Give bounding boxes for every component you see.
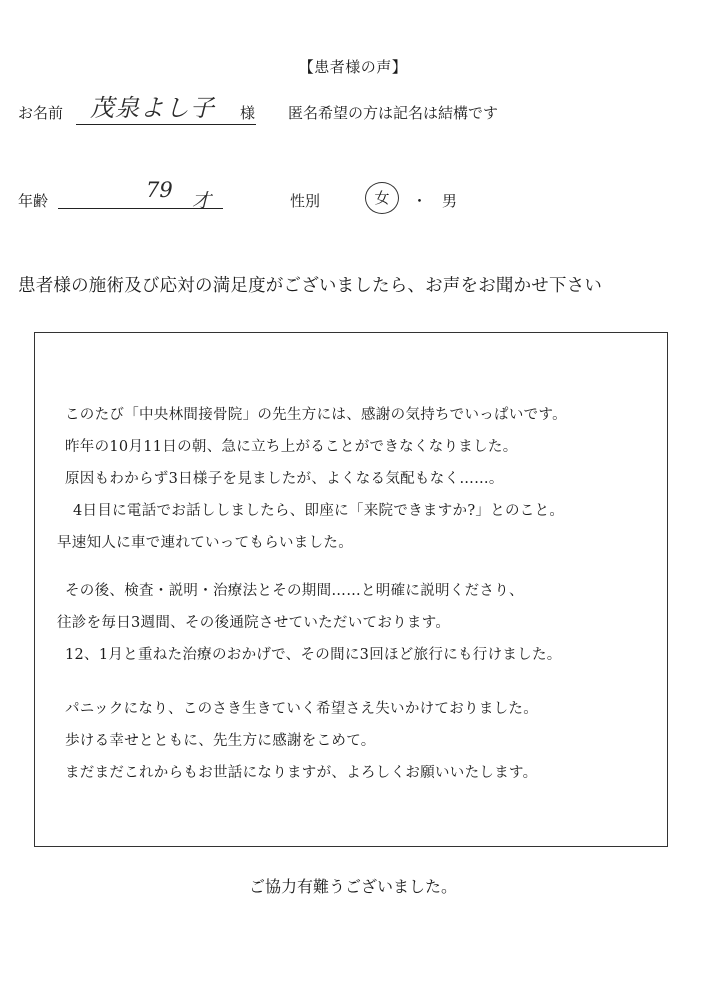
gender-option-male: 男 — [442, 192, 458, 210]
response-line-1: このたび「中央林間接骨院」の先生方には、感謝の気持ちでいっぱいです。 — [65, 407, 567, 423]
age-value: 79 — [146, 178, 173, 202]
response-line-2: 昨年の10月11日の朝、急に立ち上がることができなくなりました。 — [65, 439, 518, 455]
name-label: お名前 — [18, 104, 64, 122]
anonymous-note: 匿名希望の方は記名は結構です — [288, 104, 499, 122]
response-line-5: 早速知人に車で連れていってもらいました。 — [57, 535, 353, 551]
name-suffix: 様 — [240, 104, 256, 122]
feedback-prompt: 患者様の施術及び応対の満足度がございましたら、お声をお聞かせ下さい — [18, 276, 603, 296]
closing-thanks: ご協力有難うございました。 — [248, 877, 457, 896]
gender-option-female-circled: 女 — [365, 182, 399, 214]
name-underline — [76, 124, 256, 125]
response-line-10: 歩ける幸せとともに、先生方に感謝をこめて。 — [65, 733, 376, 749]
gender-label: 性別 — [290, 192, 321, 210]
response-line-7: 往診を毎日3週間、その後通院させていただいております。 — [57, 615, 451, 631]
response-box — [34, 332, 668, 847]
response-line-8: 12、1月と重ねた治療のおかげで、その間に3回ほど旅行にも行けました。 — [65, 647, 562, 663]
response-line-9: パニックになり、このさき生きていく希望さえ失いかけておりました。 — [65, 701, 539, 717]
age-label: 年齢 — [18, 192, 49, 210]
response-line-3: 原因もわからず3日様子を見ましたが、よくなる気配もなく……。 — [65, 471, 504, 487]
form-title: 【患者様の声】 — [298, 58, 408, 76]
gender-separator: ・ — [412, 192, 428, 210]
response-line-6: その後、検査・説明・治療法とその期間……と明確に説明くださり、 — [65, 583, 524, 599]
response-line-4: 4日目に電話でお話ししましたら、即座に「来院できますか?」とのこと。 — [73, 503, 565, 519]
age-unit: 才 — [192, 190, 212, 212]
name-value: 茂泉よし子 — [90, 94, 215, 122]
response-line-11: まだまだこれからもお世話になりますが、よろしくお願いいたします。 — [65, 765, 538, 781]
